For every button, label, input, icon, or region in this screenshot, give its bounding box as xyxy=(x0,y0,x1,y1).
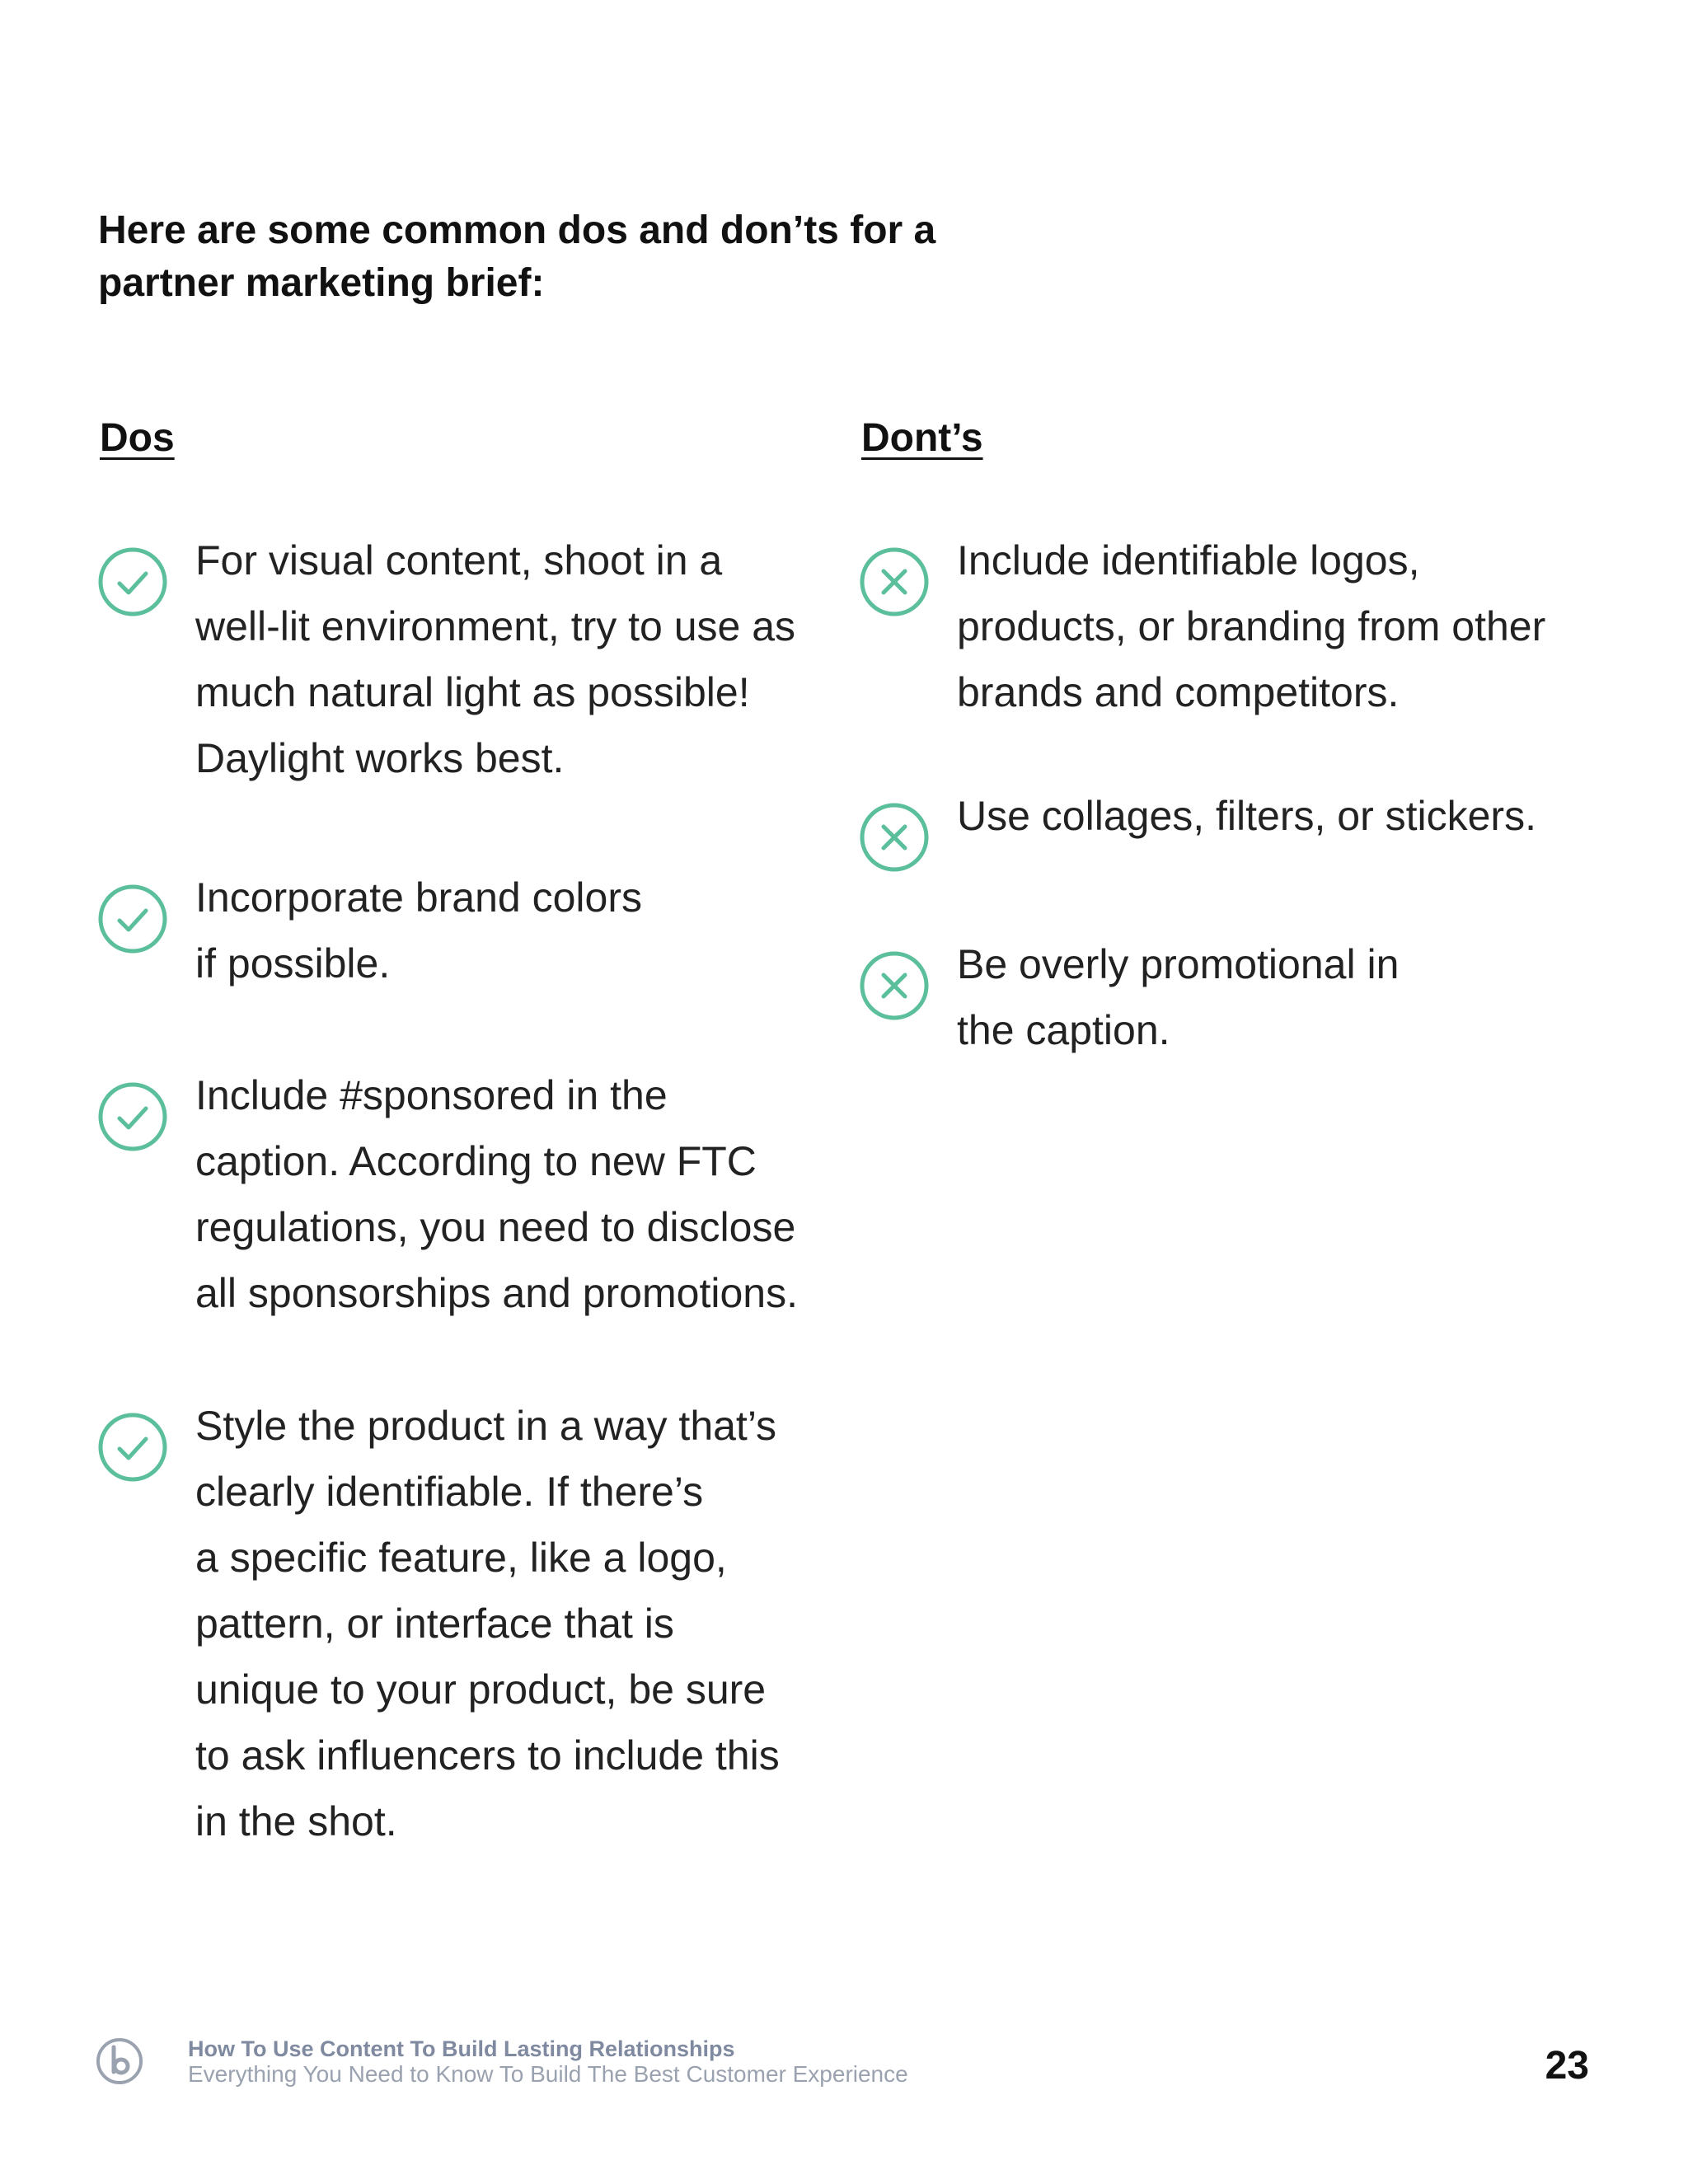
dos-item-text xyxy=(195,1393,780,1854)
check-circle-icon xyxy=(98,1082,167,1151)
dos-item-line: a specific feature, like a logo, xyxy=(195,1535,727,1581)
check-circle-icon xyxy=(98,547,167,616)
donts-heading: Dont’s xyxy=(861,416,983,460)
intro-line-1: Here are some common dos and don’ts for a xyxy=(98,209,936,252)
x-circle-icon xyxy=(860,951,929,1020)
donts-item-line: Use collages, filters, or stickers. xyxy=(957,793,1536,839)
check-circle-icon xyxy=(98,884,167,954)
x-circle-icon xyxy=(860,547,929,616)
donts-item-text xyxy=(957,527,1545,725)
dos-item-line: caption. According to new FTC xyxy=(195,1138,757,1184)
dos-item-line: if possible. xyxy=(195,940,391,987)
dos-item-line: much natural light as possible! xyxy=(195,669,750,715)
donts-item-line: Include identifiable logos, xyxy=(957,537,1420,583)
donts-item-text xyxy=(957,783,1536,849)
dos-item-text xyxy=(195,527,795,791)
dos-item-line: For visual content, shoot in a xyxy=(195,537,723,583)
dos-item-line: regulations, you need to disclose xyxy=(195,1204,796,1250)
footer-title: How To Use Content To Build Lasting Relationships xyxy=(188,2036,735,2061)
intro-line-2: partner marketing brief: xyxy=(98,261,545,305)
dos-item-line: well-lit environment, try to use as xyxy=(195,603,796,649)
dos-item-text xyxy=(195,865,642,996)
dos-item-line: in the shot. xyxy=(195,1798,397,1844)
dos-item-line: Include #sponsored in the xyxy=(195,1072,668,1118)
x-circle-icon xyxy=(860,803,929,872)
dos-heading: Dos xyxy=(100,416,175,460)
check-circle-icon xyxy=(98,1413,167,1482)
donts-item-text xyxy=(957,931,1399,1063)
dos-item-line: Incorporate brand colors xyxy=(195,874,642,921)
donts-item-line: the caption. xyxy=(957,1007,1170,1053)
intro-heading xyxy=(98,204,1071,310)
footer-subtitle: Everything You Need to Know To Build The Best Customer Experience xyxy=(188,2061,908,2087)
dos-item-line: Daylight works best. xyxy=(195,735,565,781)
dos-item-line: to ask influencers to include this xyxy=(195,1732,780,1779)
donts-item-line: Be overly promotional in xyxy=(957,941,1400,987)
dos-item-line: clearly identifiable. If there’s xyxy=(195,1469,704,1515)
page-number: 23 xyxy=(1545,2044,1589,2088)
donts-item-line: products, or branding from other xyxy=(957,603,1546,649)
dos-item-line: pattern, or interface that is xyxy=(195,1601,674,1647)
bazaarvoice-b-logo-icon xyxy=(96,2037,143,2085)
dos-item-text xyxy=(195,1062,798,1326)
dos-item-line: all sponsorships and promotions. xyxy=(195,1270,798,1316)
dos-item-line: Style the product in a way that’s xyxy=(195,1403,777,1449)
donts-item-line: brands and competitors. xyxy=(957,669,1400,715)
dos-item-line: unique to your product, be sure xyxy=(195,1666,767,1713)
